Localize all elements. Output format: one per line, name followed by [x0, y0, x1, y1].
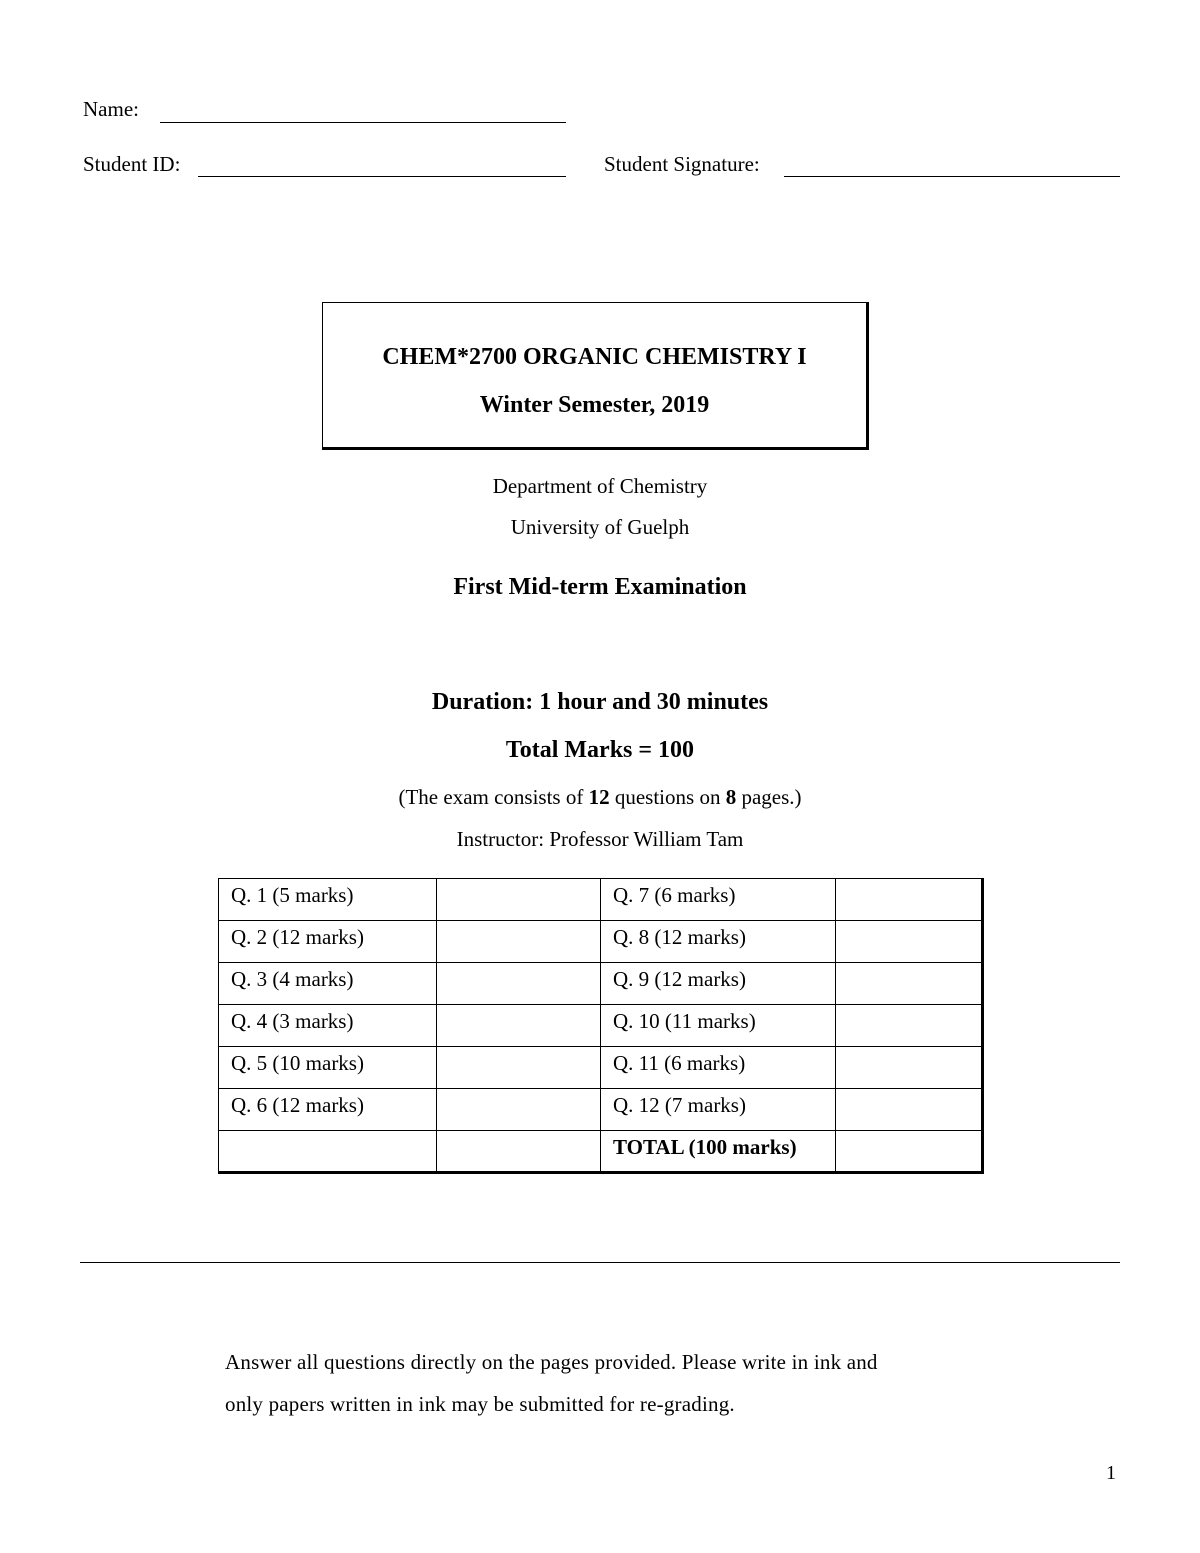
instruction-line-2: only papers written in ink may be submitted for re-grading.	[225, 1392, 735, 1416]
score-cell[interactable]	[437, 1089, 601, 1131]
question-label: Q. 9 (12 marks)	[601, 963, 836, 1005]
semester-title: Winter Semester, 2019	[479, 392, 710, 418]
total-marks: Total Marks = 100	[505, 737, 695, 763]
score-cell[interactable]	[836, 1047, 983, 1089]
exam-title: First Mid-term Examination	[453, 574, 747, 600]
page-count: 8	[725, 785, 737, 809]
title-box	[322, 302, 869, 450]
page-number: 1	[1106, 1462, 1116, 1484]
question-label: Q. 11 (6 marks)	[601, 1047, 836, 1089]
question-label: Q. 8 (12 marks)	[601, 921, 836, 963]
divider	[80, 1262, 1120, 1263]
marks-table	[218, 878, 984, 1174]
question-label: Q. 1 (5 marks)	[219, 879, 437, 921]
question-label: Q. 3 (4 marks)	[219, 963, 437, 1005]
question-label: Q. 4 (3 marks)	[219, 1005, 437, 1047]
table-row	[219, 1047, 983, 1089]
table-row	[219, 1089, 983, 1131]
table-row	[219, 1005, 983, 1047]
duration: Duration: 1 hour and 30 minutes	[431, 689, 769, 715]
student-id-label: Student ID:	[83, 152, 181, 176]
score-cell[interactable]	[836, 879, 983, 921]
question-label: Q. 5 (10 marks)	[219, 1047, 437, 1089]
score-cell[interactable]	[437, 1131, 601, 1173]
department: Department of Chemistry	[492, 474, 708, 498]
question-count: 12	[588, 785, 610, 809]
score-cell[interactable]	[437, 879, 601, 921]
question-label: Q. 10 (11 marks)	[601, 1005, 836, 1047]
composition-prefix: (The exam consists of	[398, 785, 589, 809]
question-label: Q. 2 (12 marks)	[219, 921, 437, 963]
name-field[interactable]	[160, 122, 566, 123]
signature-label: Student Signature:	[604, 152, 760, 176]
instruction-line-1: Answer all questions directly on the pages provided. Please write in ink and	[225, 1350, 878, 1374]
score-cell[interactable]	[437, 1005, 601, 1047]
composition-suffix: pages.)	[736, 785, 802, 809]
table-row	[219, 963, 983, 1005]
score-cell[interactable]	[437, 921, 601, 963]
name-label: Name:	[83, 97, 139, 121]
total-label: TOTAL (100 marks)	[601, 1131, 836, 1173]
instructor: Instructor: Professor William Tam	[456, 827, 744, 851]
score-cell[interactable]	[437, 1047, 601, 1089]
empty-label	[219, 1131, 437, 1173]
total-score-cell[interactable]	[836, 1131, 983, 1173]
question-label: Q. 12 (7 marks)	[601, 1089, 836, 1131]
score-cell[interactable]	[836, 1089, 983, 1131]
table-row	[219, 879, 983, 921]
table-row	[219, 1131, 983, 1173]
question-label: Q. 6 (12 marks)	[219, 1089, 437, 1131]
score-cell[interactable]	[836, 963, 983, 1005]
score-cell[interactable]	[836, 921, 983, 963]
course-title: CHEM*2700 ORGANIC CHEMISTRY I	[382, 344, 807, 370]
score-cell[interactable]	[437, 963, 601, 1005]
university: University of Guelph	[510, 515, 690, 539]
composition-mid: questions on	[609, 785, 726, 809]
exam-composition	[0, 784, 1200, 810]
table-row	[219, 921, 983, 963]
signature-field[interactable]	[784, 176, 1120, 177]
score-cell[interactable]	[836, 1005, 983, 1047]
student-id-field[interactable]	[198, 176, 566, 177]
question-label: Q. 7 (6 marks)	[601, 879, 836, 921]
